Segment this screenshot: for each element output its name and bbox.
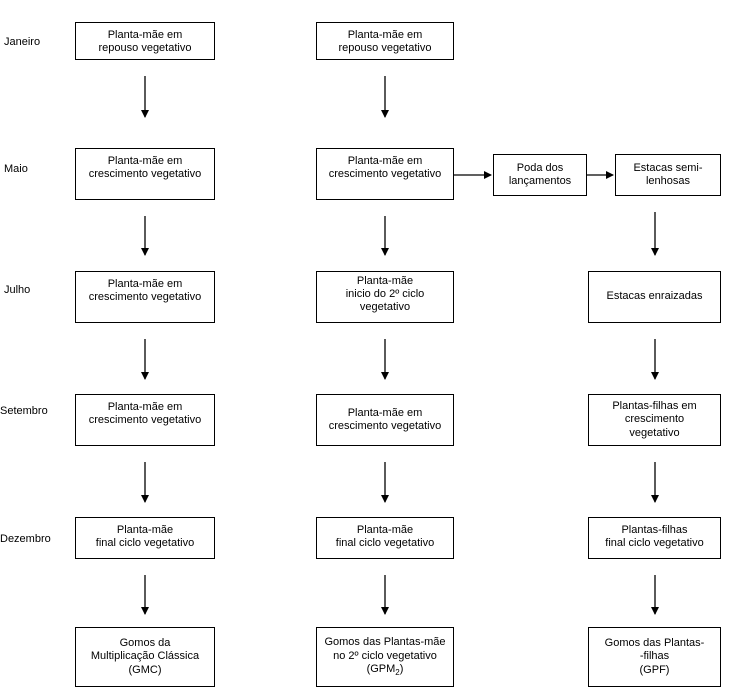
gmc-janeiro-text: Planta-mãe em repouso vegetativo	[98, 29, 192, 55]
gpf-result-line3: (GPF)	[639, 663, 670, 676]
month-label-maio: Maio	[4, 163, 28, 175]
gpm-result-box	[316, 627, 454, 687]
month-label-setembro: Setembro	[0, 405, 48, 417]
gpf-julho-text: Estacas enraizadas	[606, 290, 703, 303]
gpm-result-line3-post: )	[399, 662, 404, 675]
gpf-maio-box	[615, 154, 721, 196]
gmc-setembro-box	[75, 394, 215, 446]
gmc-julho-box	[75, 271, 215, 323]
gmc-dezembro-box	[75, 517, 215, 559]
gpm-julho-text: Planta-mãe inicio do 2º ciclo vegetativo	[345, 275, 425, 314]
gpm-maio-box	[316, 148, 454, 200]
gpf-setembro-box	[588, 394, 721, 446]
gpf-setembro-text: Plantas-filhas em crescimento vegetativo	[612, 400, 697, 439]
gpf-result-line1: Gomos das Plantas-	[604, 637, 705, 650]
gmc-result-line1: Gomos da	[119, 637, 171, 650]
gpf-result-line2: -filhas	[639, 650, 670, 663]
gpm-result-line3-pre: (GPM	[366, 662, 396, 675]
gpm-dezembro-box	[316, 517, 454, 559]
gmc-julho-text: Planta-mãe em crescimento vegetativo	[88, 278, 202, 304]
gmc-result-line2: Multiplicação Clássica	[90, 650, 200, 663]
gpm-dezembro-text: Planta-mãe final ciclo vegetativo	[335, 524, 435, 550]
gmc-maio-text: Planta-mãe em crescimento vegetativo	[88, 155, 202, 181]
gpm-result-line1: Gomos das Plantas-mãe	[324, 636, 446, 649]
gpf-dezembro-box	[588, 517, 721, 559]
month-label-julho: Julho	[4, 284, 31, 296]
gmc-setembro-text: Planta-mãe em crescimento vegetativo	[88, 401, 202, 427]
gpm-maio-text: Planta-mãe em crescimento vegetativo	[328, 155, 442, 181]
gmc-dezembro-text: Planta-mãe final ciclo vegetativo	[95, 524, 195, 550]
gpm-janeiro-text: Planta-mãe em repouso vegetativo	[338, 29, 432, 55]
gpm-setembro-box	[316, 394, 454, 446]
gpm-result-line3-sub: 2	[395, 667, 400, 677]
gpm-result-line2: no 2º ciclo vegetativo	[333, 649, 437, 662]
month-label-janeiro: Janeiro	[4, 36, 41, 48]
gpm-setembro-text: Planta-mãe em crescimento vegetativo	[328, 406, 442, 432]
gpf-result-box	[588, 627, 721, 687]
gmc-maio-box	[75, 148, 215, 200]
gmc-janeiro-box	[75, 22, 215, 60]
gmc-result-box	[75, 627, 215, 687]
poda-box	[493, 154, 587, 196]
poda-text: Poda dos lançamentos	[508, 161, 572, 187]
gmc-result-line3: (GMC)	[128, 663, 162, 676]
gpm-result-line3	[367, 663, 404, 678]
gpf-dezembro-text: Plantas-filhas final ciclo vegetativo	[605, 524, 704, 550]
gpf-maio-text: Estacas semi- lenhosas	[633, 161, 703, 187]
gpm-janeiro-box	[316, 22, 454, 60]
gpm-julho-box	[316, 271, 454, 323]
month-label-dezembro: Dezembro	[0, 533, 51, 545]
gpf-julho-box	[588, 271, 721, 323]
